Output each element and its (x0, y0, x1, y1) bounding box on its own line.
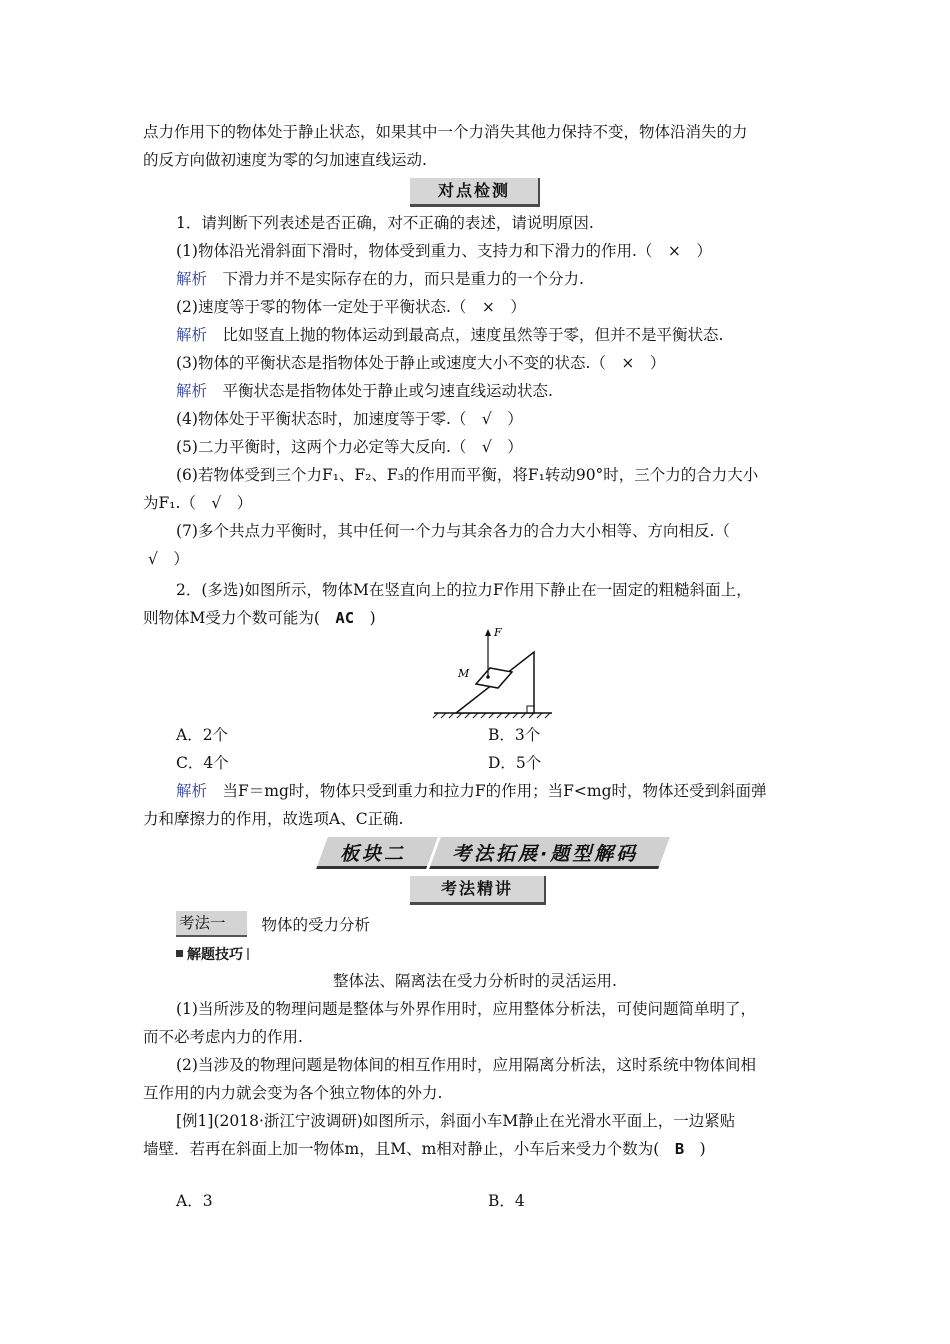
method-banner: 考法精讲 (410, 876, 546, 905)
label-M: M (458, 667, 470, 680)
q1-statement-2: (2)速度等于零的物体一定处于平衡状态.（ × ） (176, 298, 526, 316)
method-title: 物体的受力分析 (246, 916, 371, 934)
method-p2-b: 互作用的内力就会变为各个独立物体的外力. (143, 1084, 443, 1102)
tip-label (176, 944, 249, 964)
analysis-text: 平衡状态是指物体处于静止或匀速直线运动状态. (207, 382, 553, 400)
section-banner (322, 837, 664, 869)
example1-answer: B (674, 1140, 685, 1158)
q1-analysis-3 (176, 381, 553, 401)
q2-stem-2 (143, 608, 376, 628)
q2-analysis-1 (176, 781, 767, 801)
intro-line-2: 的反方向做初速度为零的匀加速直线运动. (143, 151, 427, 169)
analysis-tag: 解析 (176, 270, 208, 288)
q1-analysis-1 (176, 269, 584, 289)
q1-statement-6a: (6)若物体受到三个力F₁、F₂、F₃的作用而平衡，将F₁转动90°时，三个力的合力大小 (176, 466, 759, 484)
q1-statement-7b: √ ） (148, 550, 189, 568)
q1-statement-1: (1)物体沿光滑斜面下滑时，物体受到重力、支持力和下滑力的作用.（ × ） (176, 242, 712, 260)
analysis-text: 比如竖直上抛的物体运动到最高点，速度虽然等于零，但并不是平衡状态. (207, 326, 724, 344)
q2-option-d: D．5个 (488, 754, 542, 772)
q1-statement-5: (5)二力平衡时，这两个力必定等大反向.（ √ ） (176, 438, 523, 456)
example1-option-b: B．4 (488, 1192, 525, 1210)
analysis-tag: 解析 (176, 382, 208, 400)
q2-answer: AC (335, 609, 355, 627)
intro-line-1: 点力作用下的物体处于静止状态，如果其中一个力消失其他力保持不变，物体沿消失的力 (143, 123, 748, 141)
analysis-tag: 解析 (176, 782, 208, 800)
method-p2-a: (2)当涉及的物理问题是物体间的相互作用时，应用隔离分析法，这时系统中物体间相 (176, 1056, 756, 1074)
label-F: F (494, 626, 502, 639)
bar-icon (247, 948, 249, 960)
q2-option-c: C．4个 (176, 754, 229, 772)
check-banner: 对点检测 (410, 178, 540, 207)
example1-line-2 (143, 1139, 706, 1159)
analysis-tag: 解析 (176, 326, 208, 344)
example1-line-1: [例1](2018·浙江宁波调研)如图所示，斜面小车M静止在光滑水平面上，一边紧贴 (176, 1112, 736, 1130)
method-p1-a: (1)当所涉及的物理问题是整体与外界作用时，应用整体分析法，可使问题简单明了， (176, 1000, 756, 1018)
q1-stem: 1．请判断下列表述是否正确，对不正确的表述，请说明原因. (176, 214, 594, 232)
q1-statement-6b: 为F₁.（ √ ） (143, 494, 253, 512)
example1-text: 墙壁．若再在斜面上加一物体m，且M、m相对静止，小车后来受力个数为( (143, 1140, 675, 1158)
example1-option-a: A．3 (176, 1192, 213, 1210)
q2-stem-text: 则物体M受力个数可能为( (143, 609, 336, 627)
q1-analysis-2 (176, 325, 723, 345)
method-p1-b: 而不必考虑内力的作用. (143, 1028, 303, 1046)
section-banner-part2: 考法拓展·题型解码 (452, 843, 639, 865)
example1-end: ) (684, 1140, 706, 1158)
q2-option-b: B．3个 (488, 726, 541, 744)
section-banner-part1: 板块二 (340, 843, 407, 865)
q2-stem-end: ) (354, 609, 376, 627)
q2-analysis-2: 力和摩擦力的作用，故选项A、C正确. (143, 810, 404, 828)
q1-statement-4: (4)物体处于平衡状态时，加速度等于零.（ √ ） (176, 410, 523, 428)
square-bullet-icon (176, 950, 183, 957)
method-tag: 考法一 (176, 911, 247, 937)
q1-statement-7a: (7)多个共点力平衡时，其中任何一个力与其余各力的合力大小相等、方向相反.（ (176, 522, 730, 540)
tip-text: 解题技巧 (187, 947, 243, 963)
analysis-text: 当F＝mg时，物体只受到重力和拉力F的作用；当F<mg时，物体还受到斜面弹 (207, 782, 767, 800)
analysis-text: 下滑力并不是实际存在的力，而只是重力的一个分力. (207, 270, 584, 288)
q2-option-a: A．2个 (176, 726, 229, 744)
q2-stem-1: 2．(多选)如图所示，物体M在竖直向上的拉力F作用下静止在一固定的粗糙斜面上， (176, 581, 752, 599)
q1-statement-3: (3)物体的平衡状态是指物体处于静止或速度大小不变的状态.（ × ） (176, 354, 666, 372)
method-center-line: 整体法、隔离法在受力分析时的灵活运用. (333, 972, 617, 990)
incline-figure (430, 624, 555, 719)
